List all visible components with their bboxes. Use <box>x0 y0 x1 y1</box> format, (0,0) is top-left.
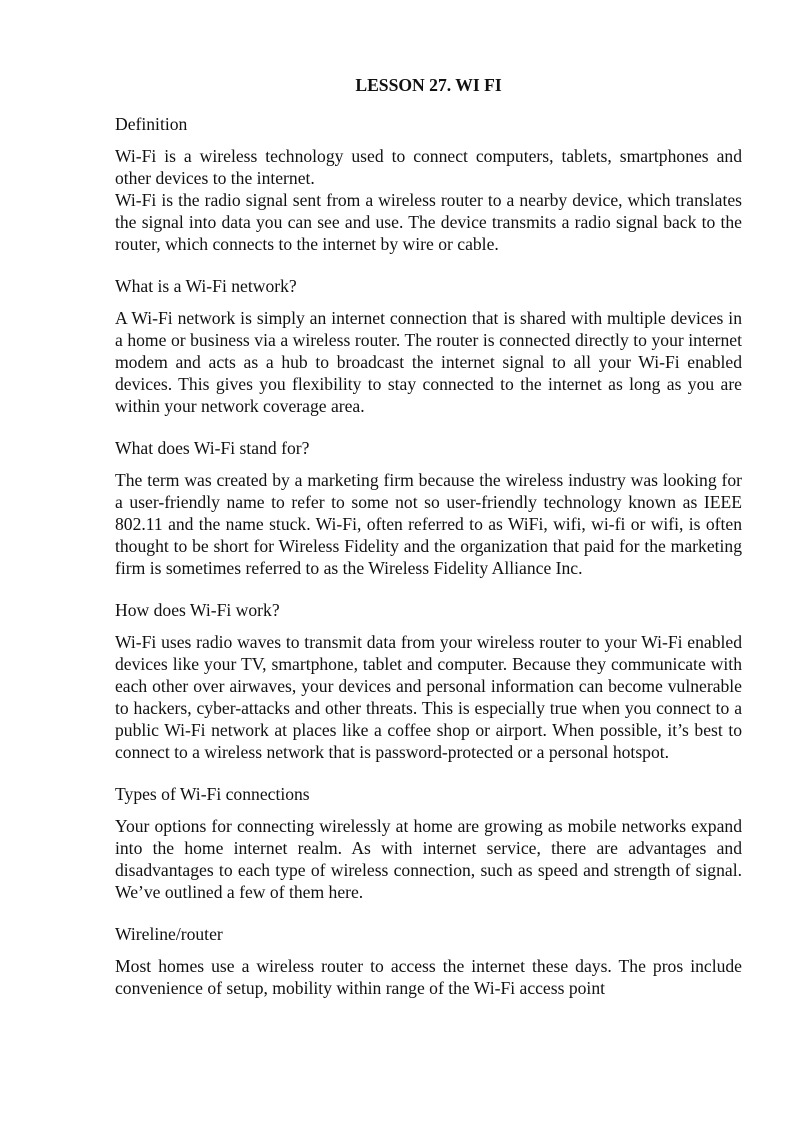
section-heading: Definition <box>115 114 188 134</box>
paragraph: The term was created by a marketing firm because the wireless industry was looking for a user-friendly name to refer to some not so user-friendly technology known as IEEE 802.11 and the name stuck. Wi-Fi, often referred to as WiFi, wifi, wi-fi or wifi, is often thought to be short for Wireless Fidelity and the organization that paid for the marketing firm is sometimes referred to as the Wireless Fidelity Alliance Inc. <box>115 470 742 578</box>
section-wifi-stand-for <box>115 437 742 579</box>
paragraph: Most homes use a wireless router to access the internet these days. The pros include convenience of setup, mobility within range of the Wi-Fi access point <box>115 956 742 998</box>
section-heading: Types of Wi-Fi connections <box>115 784 310 804</box>
section-types-of-connections <box>115 783 742 903</box>
paragraph: Wi-Fi uses radio waves to transmit data from your wireless router to your Wi-Fi enabled devices like your TV, smartphone, tablet and computer. Because they communicate with each other over airwaves, your devices and personal information can become vulnerable to hackers, cyber-attacks and other threats. This is especially true when you connect to a public Wi-Fi network at places like a coffee shop or airport. When possible, it’s best to connect to a wireless network that is password-protected or a personal hotspot. <box>115 632 742 762</box>
section-what-is-wifi-network <box>115 275 742 417</box>
section-heading: What does Wi-Fi stand for? <box>115 438 310 458</box>
paragraph: Wi-Fi is the radio signal sent from a wireless router to a nearby device, which translates the signal into data you can see and use. The device transmits a radio signal back to the router, which connects to the internet by wire or cable. <box>115 190 742 254</box>
section-definition <box>115 113 742 255</box>
paragraph: Wi-Fi is a wireless technology used to connect computers, tablets, smartphones and other devices to the internet. <box>115 146 742 188</box>
section-heading: What is a Wi-Fi network? <box>115 276 297 296</box>
section-how-wifi-works <box>115 599 742 763</box>
section-heading: Wireline/router <box>115 924 223 944</box>
section-heading: How does Wi-Fi work? <box>115 600 280 620</box>
page-title: LESSON 27. WI FI <box>355 75 502 95</box>
section-wireline-router <box>115 923 742 999</box>
paragraph: A Wi-Fi network is simply an internet connection that is shared with multiple devices in a home or business via a wireless router. The router is connected directly to your internet modem and acts as a hub to broadcast the internet signal to all your Wi-Fi enabled devices. This gives you flexibility to stay connected to the internet as long as you are within your network coverage area. <box>115 308 742 416</box>
document-page <box>115 74 742 999</box>
paragraph: Your options for connecting wirelessly at home are growing as mobile networks expand into the home internet realm. As with internet service, there are advantages and disadvantages to each type of wireless connection, such as speed and strength of signal. We’ve outlined a few of them here. <box>115 816 742 902</box>
